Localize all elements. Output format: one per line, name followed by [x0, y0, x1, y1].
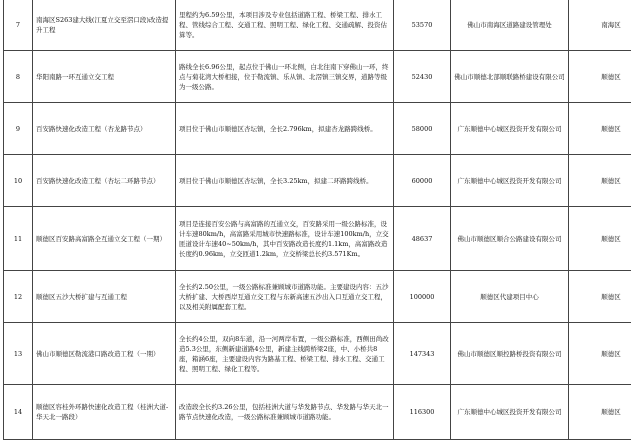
project-name: 顺德区容桂外环路快速化改造工程（桂洲大道-华天北一路段）	[33, 385, 176, 440]
table-row	[4, 0, 631, 51]
district: 南海区	[569, 0, 631, 51]
responsible-unit: 广东顺德中心城区投资开发有限公司	[451, 103, 569, 155]
project-description: 全长约2.50公里，一级公路标准兼顾城市道路功能。主要建设内容：五沙大桥扩建、大桥西岸互通立交工程与东新高速五沙出入口互通立交工程，以及相关附属配套工程。	[176, 271, 394, 323]
table-row	[4, 155, 631, 207]
responsible-unit: 顺德区代建项目中心	[451, 271, 569, 323]
row-number: 11	[4, 207, 33, 271]
investment-amount: 116300	[394, 385, 451, 440]
investment-amount: 100000	[394, 271, 451, 323]
project-name: 顺德区五沙大桥扩建与互通工程	[33, 271, 176, 323]
row-number: 9	[4, 103, 33, 155]
investment-amount: 147343	[394, 323, 451, 385]
responsible-unit: 佛山市顺德北部顺联路桥建设有限公司	[451, 51, 569, 103]
row-number: 10	[4, 155, 33, 207]
project-table	[3, 0, 631, 440]
project-description: 项目位于佛山市顺德区杏坛镇，全长3.25km，拟建二环路跨线桥。	[176, 155, 394, 207]
table-row	[4, 51, 631, 103]
district: 顺德区	[569, 103, 631, 155]
district: 顺德区	[569, 207, 631, 271]
row-number: 13	[4, 323, 33, 385]
row-number: 12	[4, 271, 33, 323]
project-name: 佛山市顺德区勒流港口路改造工程（一期）	[33, 323, 176, 385]
investment-amount: 48637	[394, 207, 451, 271]
table-row	[4, 323, 631, 385]
district: 顺德区	[569, 385, 631, 440]
table-row	[4, 103, 631, 155]
responsible-unit: 广东顺德中心城区投资开发有限公司	[451, 385, 569, 440]
responsible-unit: 佛山市南海区道路建设管理处	[451, 0, 569, 51]
project-description: 改造段全长约3.26公里，包括桂洲大道与华发路节点、华发路与华天北一路节点快速化改造，一级公路标准兼顾城市道路功能。	[176, 385, 394, 440]
district: 顺德区	[569, 323, 631, 385]
project-name: 百安路快速化改造工程（杏坛二环路节点）	[33, 155, 176, 207]
responsible-unit: 广东顺德中心城区投资开发有限公司	[451, 155, 569, 207]
responsible-unit: 佛山市顺德区顺合公路建设有限公司	[451, 207, 569, 271]
project-description: 全长约4公里，双向8车道，沿一河两岸布置，一级公路标准，西侧田尚改造5.3公里，东侧新建道路4公里，新建主线跨桥梁2座，中、小桥共8座，箱涵6座，主要建设内容为路基工程、桥梁工程、排水工程、交通工程、照明工程、绿化工程等。	[176, 323, 394, 385]
row-number: 7	[4, 0, 33, 51]
project-name: 华阳南路一环互通立交工程	[33, 51, 176, 103]
investment-amount: 52430	[394, 51, 451, 103]
investment-amount: 58000	[394, 103, 451, 155]
project-name: 南海区S263建大线(江夏立交至滘口段)改造提升工程	[33, 0, 176, 51]
district: 顺德区	[569, 271, 631, 323]
table-row	[4, 385, 631, 440]
project-description: 里程约为6.59公里，本项目涉及专业包括道路工程、桥梁工程、排水工程、管线综合工程、交通工程、照明工程、绿化工程、交通疏解、投资估算等。	[176, 0, 394, 51]
district: 顺德区	[569, 155, 631, 207]
table-row	[4, 207, 631, 271]
project-name: 百安路快速化改造工程（杏龙路节点）	[33, 103, 176, 155]
table-row	[4, 271, 631, 323]
row-number: 8	[4, 51, 33, 103]
project-description: 路线全长6.96公里，起点位于佛山一环北侧，白北往南下穿佛山一环，终点与菊花湾大桥相接，位于勒流镇、乐从镇、北滘镇三镇交界，道路等级为一级公路。	[176, 51, 394, 103]
project-name: 顺德区百安路高富路全互通立交工程（一期）	[33, 207, 176, 271]
project-description: 项目是连接百安公路与高富路的互通立交，百安路采用一级公路标准，设计车速80km/h，高富路采用城市快速路标准，设计车速100km/h，立交匝道设计车速40~50km/h，其中百安路改造长度约1.1km，高富路改造长度约0.96km，立交匝道1.2km，立交桥梁总长约3.571Km。	[176, 207, 394, 271]
investment-amount: 60000	[394, 155, 451, 207]
investment-amount: 53570	[394, 0, 451, 51]
district: 顺德区	[569, 51, 631, 103]
row-number: 14	[4, 385, 33, 440]
project-description: 项目位于佛山市顺德区杏坛镇，全长2.796km，拟建杏龙路跨线桥。	[176, 103, 394, 155]
responsible-unit: 佛山市顺德区顺控路桥投资有限公司	[451, 323, 569, 385]
